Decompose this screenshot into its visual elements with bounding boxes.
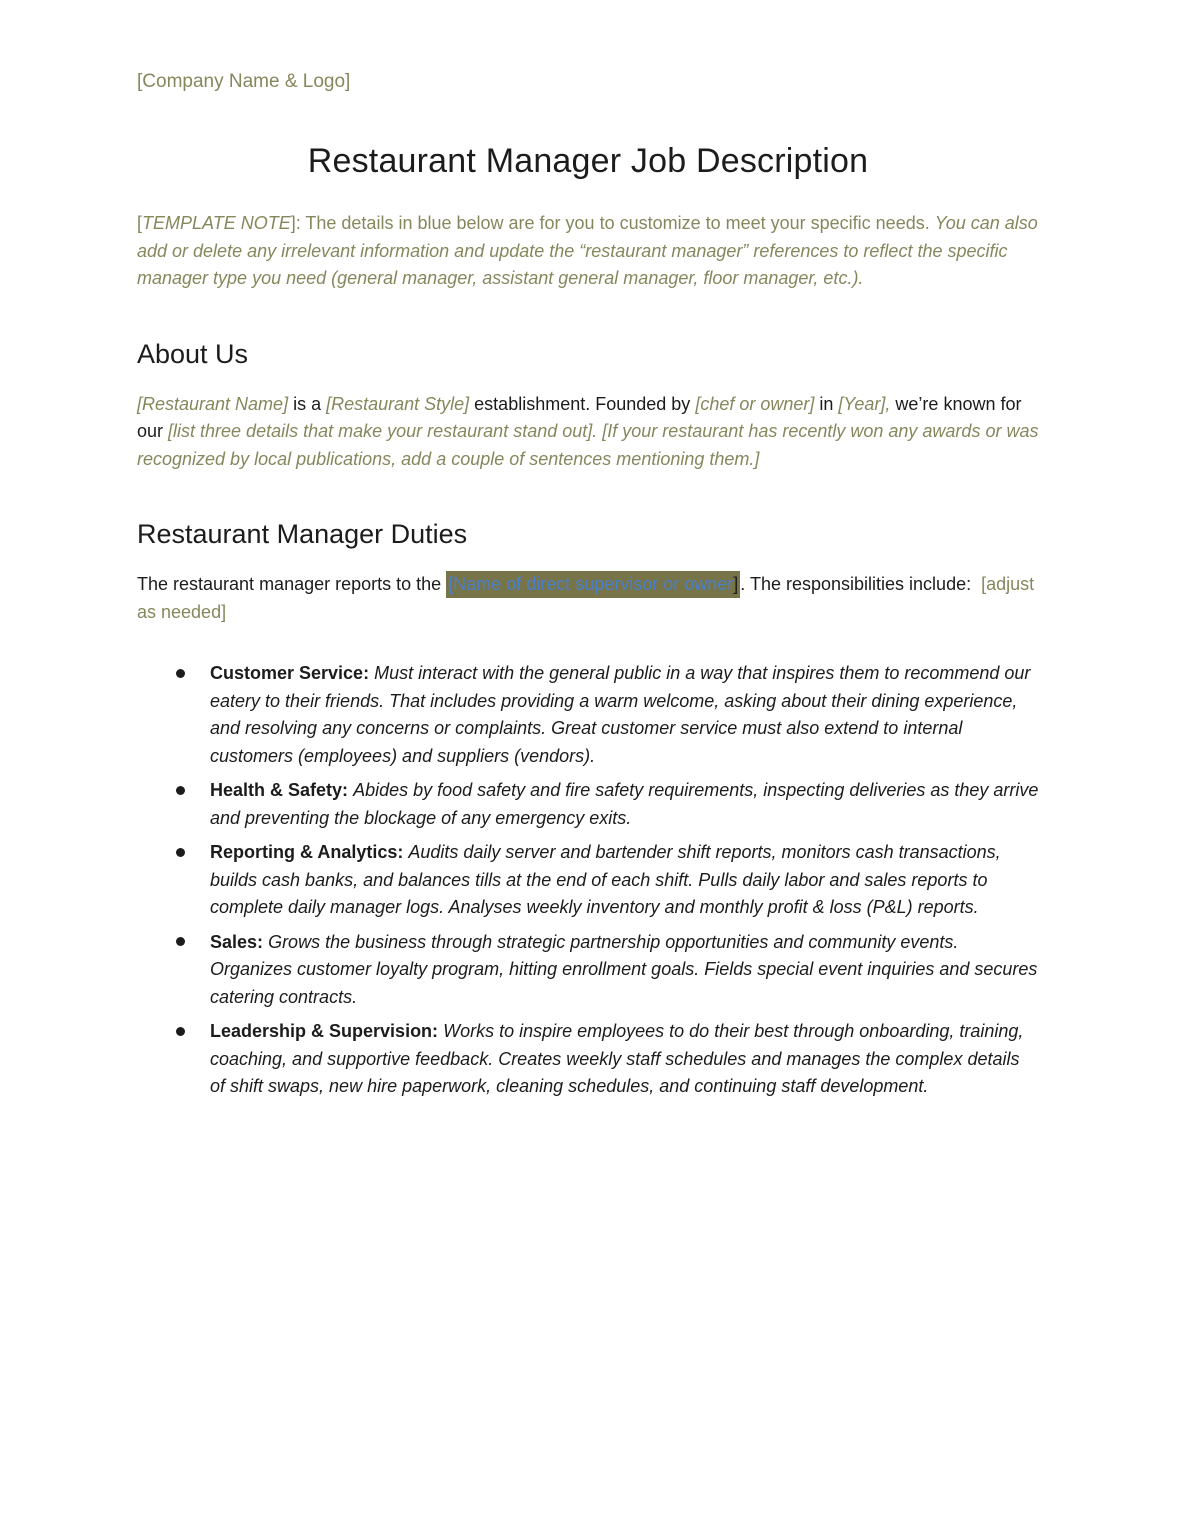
- company-logo-placeholder: [Company Name & Logo]: [137, 71, 351, 92]
- template-note-plain: : The details in blue below are for you to customize to meet your specific needs.: [295, 213, 935, 233]
- duties-intro-prefix: The restaurant manager reports to the: [137, 574, 447, 594]
- template-note: [137, 210, 1039, 293]
- duties-list: [137, 660, 1039, 1101]
- about-text: in: [814, 393, 839, 414]
- duty-item-health-safety: [210, 777, 1039, 832]
- supervisor-placeholder-highlight: [446, 571, 740, 598]
- duty-item-leadership-supervision: [210, 1018, 1039, 1101]
- bullet-icon: [176, 1027, 185, 1036]
- template-note-close-bracket: ]: [290, 213, 296, 233]
- bullet-icon: [176, 937, 185, 946]
- template-note-open-bracket: [: [137, 213, 143, 233]
- adjust-as-needed-note: [adjust as needed]: [137, 574, 1035, 622]
- duty-label: Health & Safety:: [210, 780, 349, 800]
- restaurant-style-placeholder: [Restaurant Style]: [326, 393, 470, 414]
- duties-heading: Restaurant Manager Duties: [137, 519, 468, 549]
- template-note-italic: You can also add or delete any irrelevant information and update the “restaurant manager” references to reflect the specific manager type you need (general manager, assistant general manager, floor manager, etc.).: [137, 213, 1038, 288]
- year-placeholder: [Year],: [838, 393, 891, 414]
- template-note-label: TEMPLATE NOTE: [142, 213, 291, 233]
- supervisor-placeholder-close-bracket: ]: [733, 574, 739, 594]
- duties-intro-suffix: . The responsibilities include:: [740, 574, 977, 594]
- duty-description: Abides by food safety and fire safety requirements, inspecting deliveries as they arrive and preventing the blockage of any emergency exits.: [210, 780, 1039, 828]
- about-text: establishment. Founded by: [469, 393, 696, 414]
- duty-item-sales: [210, 929, 1039, 1012]
- details-placeholder: [list three details that make your restaurant stand out]. [If your restaurant has recently won any awards or was recognized by local publications, add a couple of sentences mentioning them.]: [137, 421, 1039, 469]
- bullet-icon: [176, 786, 185, 795]
- duty-label: Customer Service:: [210, 663, 370, 683]
- restaurant-name-placeholder: [Restaurant Name]: [137, 393, 289, 414]
- duty-description: Grows the business through strategic partnership opportunities and community events. Organizes customer loyalty program, hitting enrollment goals. Fields special event inquiries and secures catering contracts.: [210, 931, 1038, 1007]
- chef-or-owner-placeholder: [chef or owner]: [695, 393, 815, 414]
- bullet-icon: [176, 848, 185, 857]
- duty-description: Must interact with the general public in a way that inspires them to recommend our eatery to their friends. That includes providing a warm welcome, asking about their dining experience, and resolving any concerns or complaints. Great customer service must also extend to internal customers (employees) and suppliers (vendors).: [210, 663, 1031, 766]
- duty-label: Leadership & Supervision:: [210, 1021, 439, 1041]
- duty-item-customer-service: [210, 660, 1039, 770]
- duties-intro: [137, 571, 1039, 626]
- about-text: we’re known for our: [137, 393, 1022, 441]
- about-us-heading: About Us: [137, 338, 249, 369]
- duty-label: Sales:: [210, 931, 264, 952]
- supervisor-placeholder-text: [Name of direct supervisor or owner: [448, 574, 734, 594]
- duty-description: Works to inspire employees to do their best through onboarding, training, coaching, and supportive feedback. Creates weekly staff schedules and manages the complex details of shift swaps, new hire paperwork, cleaning schedules, and continuing staff development.: [210, 1021, 1024, 1096]
- about-text: is a: [288, 393, 327, 414]
- duty-item-reporting-analytics: [210, 839, 1039, 922]
- bullet-icon: [176, 669, 185, 678]
- page-title: Restaurant Manager Job Description: [307, 142, 869, 180]
- about-us-paragraph: [137, 391, 1039, 474]
- duty-label: Reporting & Analytics:: [210, 842, 404, 862]
- duty-description: Audits daily server and bartender shift reports, monitors cash transactions, builds cash banks, and balances tills at the end of each shift. Pulls daily labor and sales reports to complete daily manager logs. Analyses weekly inventory and monthly profit & loss (P&L) reports.: [210, 842, 1001, 917]
